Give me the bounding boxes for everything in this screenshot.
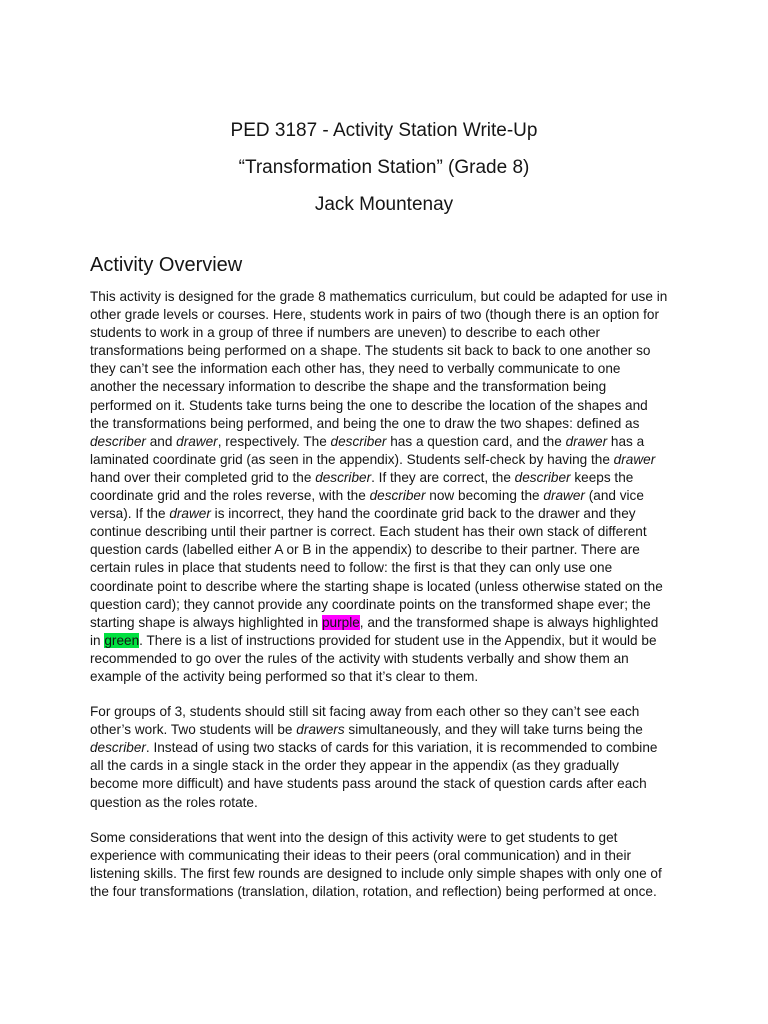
term-drawer: drawer xyxy=(565,433,608,449)
purple-highlight: purple xyxy=(321,614,360,630)
text-line: recommended to go over the rules of the activity with students verbally and show them an xyxy=(90,650,629,666)
text-line xyxy=(90,433,680,451)
term-describer: describer xyxy=(369,488,426,504)
text-run: keeps the xyxy=(570,469,634,485)
text-line: example of the activity being performed so that it’s clear to them. xyxy=(90,668,479,684)
document-author: Jack Mountenay xyxy=(314,194,454,215)
text-run: . Instead of using two stacks of cards for this variation, it is recommended to combine xyxy=(145,740,658,756)
text-line xyxy=(90,505,680,523)
text-line: question card); they cannot provide any coordinate points on the transformed shape ever; the xyxy=(90,596,651,612)
paragraph-overview xyxy=(90,288,680,686)
text-run: and xyxy=(145,433,177,449)
text-run: simultaneously, and they will take turns being the xyxy=(344,722,643,738)
text-line: certain rules in place that students need to follow: the first is that they can only use one xyxy=(90,560,613,576)
text-run: . There is a list of instructions provided for student use in the Appendix, but it would be xyxy=(139,632,657,648)
text-run: , and the transformed shape is always highlighted xyxy=(359,614,659,630)
term-drawer: drawer xyxy=(613,451,656,467)
text-line: For groups of 3, students should still sit facing away from each other so they can’t see each xyxy=(90,704,640,720)
section-heading: Activity Overview xyxy=(90,254,243,276)
text-run: is incorrect, they hand the coordinate grid back to the drawer and they xyxy=(210,506,636,522)
text-line: the transformations being performed, and being the one to draw the two shapes: defined as xyxy=(90,415,640,431)
title-block xyxy=(0,114,768,222)
term-describer: describer xyxy=(90,433,146,449)
text-line: students to work in a group of three if numbers are uneven) to describe to each other xyxy=(90,325,601,341)
term-describer: describer xyxy=(315,469,372,485)
text-run: coordinate grid and the roles reverse, with the xyxy=(90,488,370,504)
paragraph-groups-of-three xyxy=(90,703,680,812)
document-subtitle: “Transformation Station” (Grade 8) xyxy=(238,157,530,178)
text-line xyxy=(90,632,680,650)
text-line: listening skills. The first few rounds are designed to include only simple shapes with only one of xyxy=(90,865,662,881)
text-line: become more difficult) and have students pass around the stack of question cards after each xyxy=(90,776,647,792)
term-describer: describer xyxy=(514,469,571,485)
text-line xyxy=(90,451,680,469)
text-run: in xyxy=(90,632,105,648)
text-line xyxy=(90,487,680,505)
green-highlight: green xyxy=(104,632,140,648)
text-run: versa). If the xyxy=(90,506,170,522)
text-run: starting shape is always highlighted in xyxy=(90,614,322,630)
text-run: now becoming the xyxy=(425,488,544,504)
text-line xyxy=(90,739,680,757)
text-line: other grade levels or courses. Here, students work in pairs of two (though there is an option for xyxy=(90,307,659,323)
term-describer: describer xyxy=(330,433,387,449)
text-run: has a xyxy=(607,433,645,449)
text-run: . If they are correct, the xyxy=(371,469,515,485)
text-line: question as the roles rotate. xyxy=(90,794,258,810)
text-line: experience with communicating their ideas to their peers (oral communication) and in their xyxy=(90,847,631,863)
text-run: (and vice xyxy=(584,488,644,504)
term-drawer: drawer xyxy=(543,488,585,504)
body-text xyxy=(90,288,680,901)
text-line: continue describing until their partner is correct. Each student has their own stack of different xyxy=(90,524,647,540)
text-line: coordinate point to describe where the starting shape is located (unless otherwise stated on the xyxy=(90,578,663,594)
text-line xyxy=(90,469,680,487)
paragraph-considerations xyxy=(90,829,680,901)
text-line: all the cards in a single stack in the order they appear in the appendix (as they gradually xyxy=(90,758,619,774)
term-drawers: drawers xyxy=(296,722,345,738)
term-drawer: drawer xyxy=(176,433,218,449)
text-line: This activity is designed for the grade 8 mathematics curriculum, but could be adapted for use in xyxy=(90,289,668,304)
term-drawer: drawer xyxy=(169,506,211,522)
text-line: the four transformations (translation, dilation, rotation, and reflection) being performed at once. xyxy=(90,883,657,899)
text-line: they can’t see the information each other has, they need to verbally communicate to one xyxy=(90,361,621,377)
document-title: PED 3187 - Activity Station Write-Up xyxy=(230,120,538,141)
text-line: Some considerations that went into the design of this activity were to get students to get xyxy=(90,829,618,845)
term-describer: describer xyxy=(90,740,146,756)
text-line: transformations being performed on a shape. The students sit back to back to one another so xyxy=(90,343,651,359)
text-run: laminated coordinate grid (as seen in the appendix). Students self-check by having the xyxy=(90,451,614,467)
text-line xyxy=(90,614,680,632)
text-line: performed on it. Students take turns being the one to describe the location of the shapes and xyxy=(90,397,648,413)
text-run: hand over their completed grid to the xyxy=(90,469,316,485)
text-line: another the necessary information to describe the shape and the transformation being xyxy=(90,379,607,395)
text-run: , respectively. The xyxy=(217,433,331,449)
text-run: has a question card, and the xyxy=(386,433,566,449)
text-line: question cards (labelled either A or B in the appendix) to describe to their partner. There are xyxy=(90,542,640,558)
text-line xyxy=(90,721,680,739)
text-run: other’s work. Two students will be xyxy=(90,722,297,738)
